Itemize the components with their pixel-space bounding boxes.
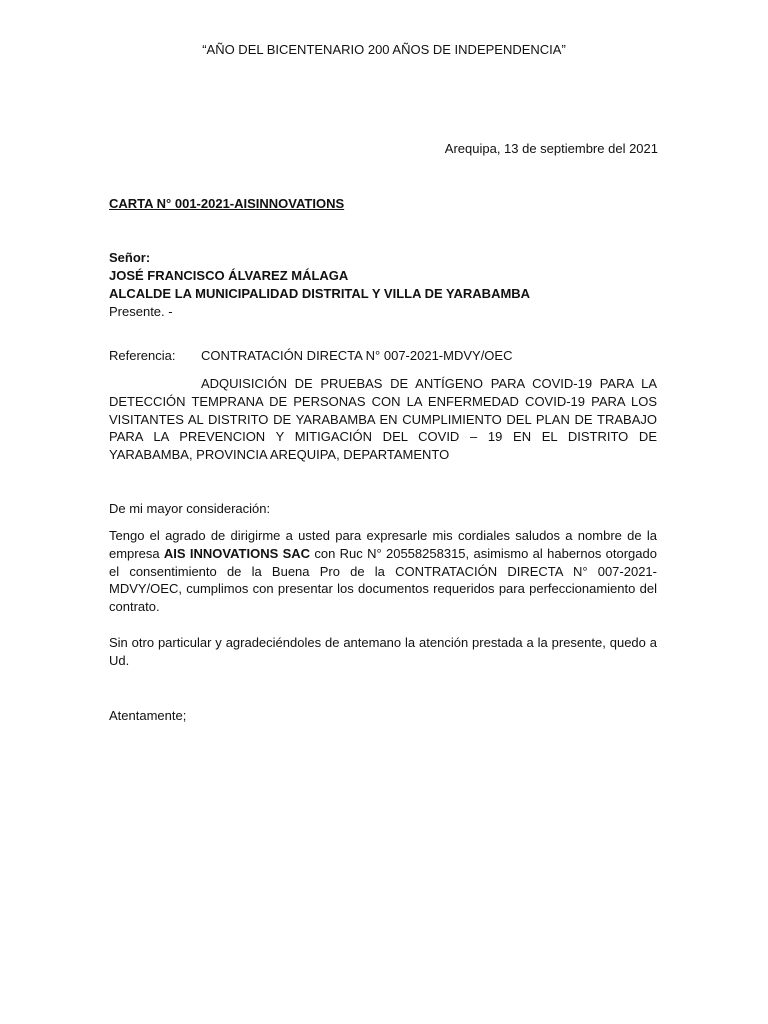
recipient-salutation: Señor: — [109, 250, 151, 265]
recipient-name: JOSÉ FRANCISCO ÁLVAREZ MÁLAGA — [109, 268, 349, 283]
body-p1-start: Tengo el agrado de dirigirme a usted para expresarle mis cordiales saludos a nombre de la empresa — [109, 528, 657, 561]
recipient-presente: Presente. - — [109, 304, 173, 319]
reference-description-paragraph — [109, 375, 657, 464]
body-paragraph-1 — [109, 527, 657, 616]
header-motto: “AÑO DEL BICENTENARIO 200 AÑOS DE INDEPENDENCIA” — [202, 42, 566, 57]
recipient-title: ALCALDE LA MUNICIPALIDAD DISTRITAL Y VILLA DE YARABAMBA — [109, 286, 531, 301]
reference-row — [109, 347, 512, 365]
body-p1-end: con Ruc N° 20558258315, asimismo al habernos otorgado el consentimiento de la Buena Pro de la CONTRATACIÓN DIRECTA N° 007-2021-MDVY/OEC, cumplimos con presentar los documentos requeridos para perfeccionamiento del contrato. — [109, 545, 657, 615]
reference-label: Referencia: — [109, 348, 176, 363]
closing: Atentamente; — [109, 708, 187, 723]
body-paragraph-2: Sin otro particular y agradeciéndoles de antemano la atención prestada a la presente, quedo a Ud. — [109, 635, 657, 668]
greeting: De mi mayor consideración: — [109, 501, 271, 516]
reference-value: CONTRATACIÓN DIRECTA N° 007-2021-MDVY/OEC — [201, 348, 513, 363]
letter-number: CARTA N° 001-2021-AISINNOVATIONS — [109, 196, 345, 211]
company-name: AIS INNOVATIONS SAC — [163, 545, 311, 561]
date-line: Arequipa, 13 de septiembre del 2021 — [444, 141, 658, 156]
reference-description: ADQUISICIÓN DE PRUEBAS DE ANTÍGENO PARA COVID-19 PARA LA DETECCIÓN TEMPRANA DE PERSONAS CON LA ENFERMEDAD COVID-19 PARA LOS VISITANTES AL DISTRITO DE YARABAMBA EN CUMPLIMIENTO DEL PLAN DE TRABAJO PARA LA PREVENCION Y MITIGACIÓN DEL COVID – 19 EN EL DISTRITO DE YARABAMBA, PROVINCIA AREQUIPA, DEPARTAMENTO — [109, 376, 657, 463]
